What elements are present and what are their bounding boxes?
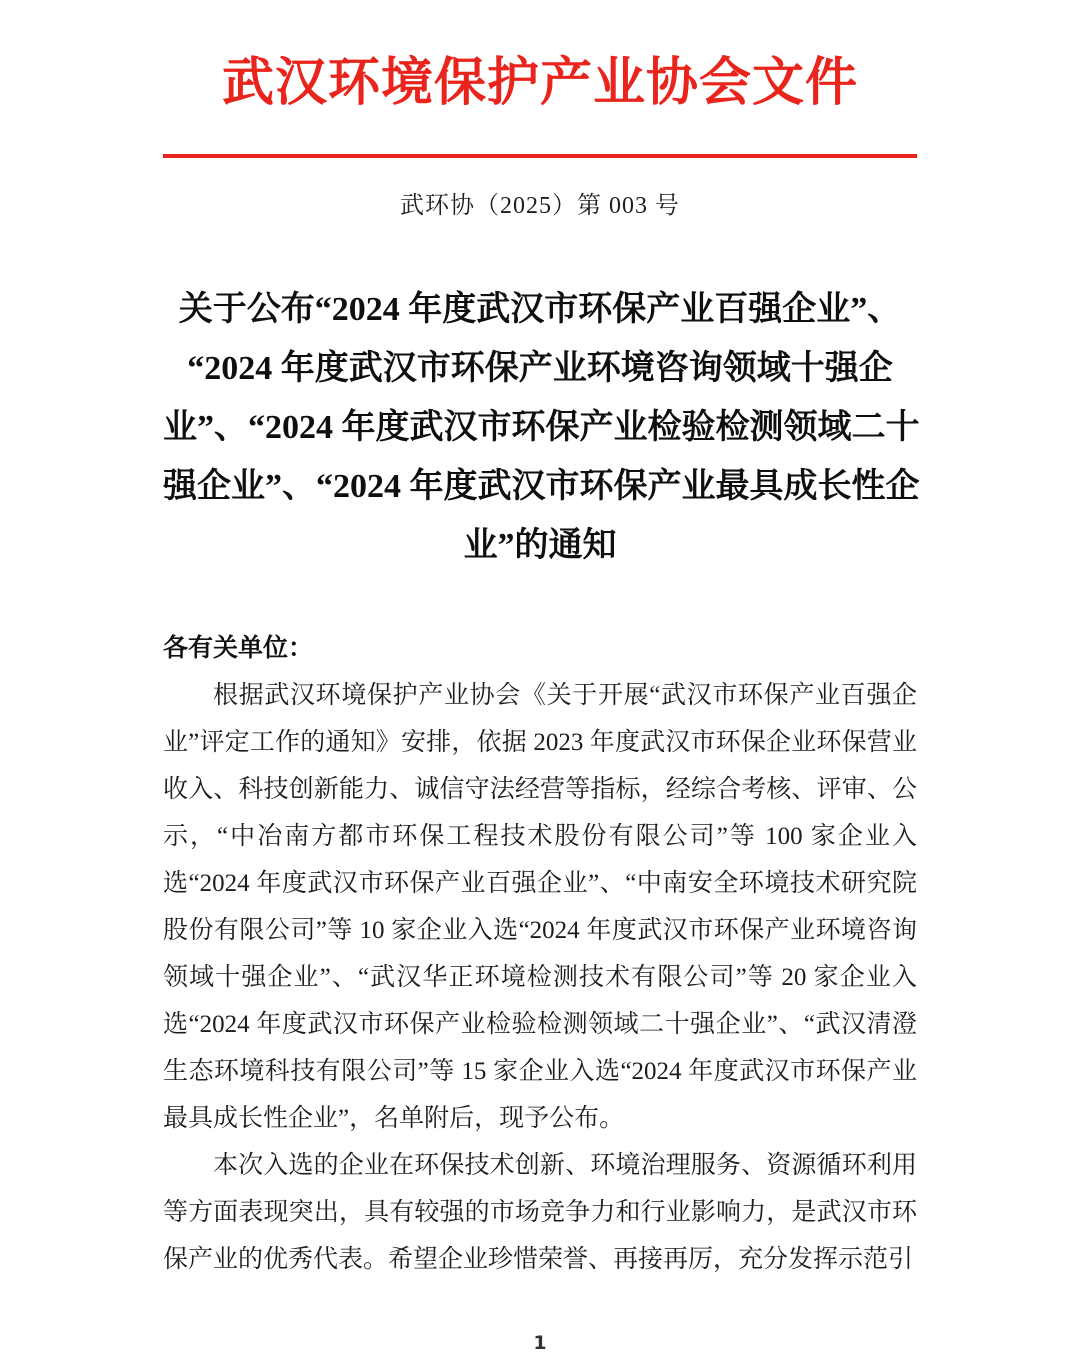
document-title-line: 关于公布“2024 年度武汉市环保产业百强企业”、 bbox=[178, 291, 902, 328]
body-paragraph: 根据武汉环境保护产业协会《关于开展“武汉市环保产业百强企业”评定工作的通知》安排，依据 2023 年度武汉市环保企业环保营业收入、科技创新能力、诚信守法经营等指标，经综合考核、评审、公示，“中冶南方都市环保工程技术股份有限公司”等 100 家企业入选“2024 年度武汉市环保产业百强企业”、“中南安全环境技术研究院股份有限公司”等 10 家企业入选“2024 年度武汉市环保产业环境咨询领域十强企业”、“武汉华正环境检测技术有限公司”等 20 家企业入选“2024 年度武汉市环保产业检验检测领域二十强企业”、“武汉清澄生态环境科技有限公司”等 15 家企业入选“2024 年度武汉市环保产业最具成长性企业”，名单附后，现予公布。 bbox=[163, 682, 917, 1132]
salutation: 各有关单位： bbox=[163, 635, 314, 662]
document-header bbox=[163, 0, 917, 122]
red-divider-line bbox=[163, 154, 917, 158]
document-title-line: 强企业”、“2024 年度武汉市环保产业最具成长性企 bbox=[163, 468, 920, 505]
document-title bbox=[163, 280, 920, 575]
document-body bbox=[163, 625, 917, 1283]
document-title-line: 业”、“2024 年度武汉市环保产业检验检测领域二十 bbox=[163, 409, 920, 446]
org-title: 武汉环境保护产业协会文件 bbox=[221, 55, 858, 112]
body-paragraph: 本次入选的企业在环保技术创新、环境治理服务、资源循环利用等方面表现突出，具有较强的市场竞争力和行业影响力，是武汉市环保产业的优秀代表。希望企业珍惜荣誉、再接再厉，充分发挥示范引 bbox=[163, 1152, 917, 1273]
doc-number: 武环协（2025）第 003 号 bbox=[400, 193, 680, 219]
document-title-line: “2024 年度武汉市环保产业环境咨询领域十强企 bbox=[187, 350, 893, 387]
document-title-line: 业”的通知 bbox=[463, 527, 617, 564]
page-number: 1 bbox=[533, 1332, 547, 1354]
body-paragraphs bbox=[163, 672, 917, 1283]
